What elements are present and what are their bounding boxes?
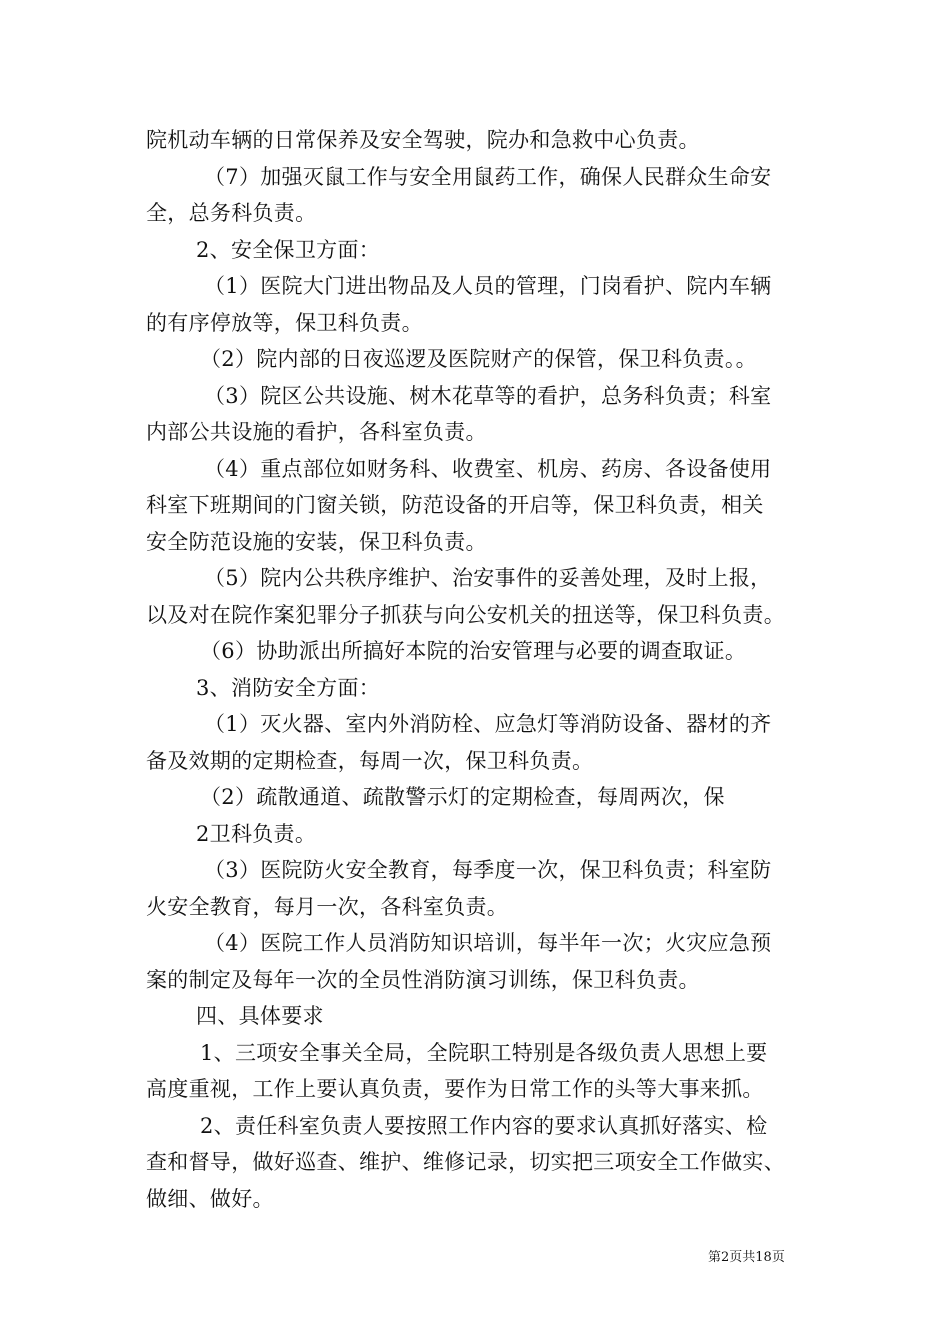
text-line: （3）医院防火安全教育，每季度一次，保卫科负责；科室防 <box>204 858 772 882</box>
text-line: （4）医院工作人员消防知识培训，每半年一次；火灾应急预 <box>204 931 772 955</box>
page-number: 第2页共18页 <box>708 1250 785 1265</box>
text-line: 火安全教育，每月一次，各科室负责。 <box>146 894 509 919</box>
text-line: 院机动车辆的日常保养及安全驾驶，院办和急救中心负责。 <box>146 128 700 152</box>
text-line: 的有序停放等，保卫科负责。 <box>146 310 423 335</box>
text-line: 2卫科负责。 <box>196 821 317 846</box>
text-line: 以及对在院作案犯罪分子抓获与向公安机关的扭送等，保卫科负责。 <box>146 602 785 627</box>
section-heading: 3、消防安全方面： <box>196 675 381 700</box>
text-line: 案的制定及每年一次的全员性消防演习训练，保卫科负责。 <box>146 967 700 992</box>
text-line: 备及效期的定期检查，每周一次，保卫科负责。 <box>146 748 594 773</box>
text-line: （5）院内公共秩序维护、治安事件的妥善处理，及时上报， <box>204 566 772 590</box>
section-heading: 2、安全保卫方面： <box>196 237 381 262</box>
text-line: （7）加强灭鼠工作与安全用鼠药工作，确保人民群众生命安 <box>204 164 772 189</box>
text-line: 高度重视，工作上要认真负责，要作为日常工作的头等大事来抓。 <box>146 1077 764 1101</box>
text-line: （4）重点部位如财务科、收费室、机房、药房、各设备使用 <box>204 456 772 481</box>
text-line: 全，总务科负责。 <box>146 201 317 225</box>
text-line: 安全防范设施的安装，保卫科负责。 <box>146 529 487 554</box>
text-line: （2）院内部的日夜巡逻及医院财产的保管，保卫科负责。。 <box>200 347 757 371</box>
text-line: 1、三项安全事关全局，全院职工特别是各级负责人思想上要 <box>200 1040 768 1065</box>
text-line: 科室下班期间的门窗关锁，防范设备的开启等，保卫科负责，相关 <box>146 493 764 517</box>
section-heading: 四、具体要求 <box>196 1004 324 1028</box>
text-line: 做细、做好。 <box>146 1186 274 1211</box>
text-line: （1）医院大门进出物品及人员的管理，门岗看护、院内车辆 <box>204 274 772 298</box>
text-line: （2）疏散通道、疏散警示灯的定期检查，每周两次，保 <box>200 785 725 809</box>
text-line: （3）院区公共设施、树木花草等的看护，总务科负责；科室 <box>204 383 772 408</box>
text-line: （6）协助派出所搞好本院的治安管理与必要的调查取证。 <box>200 639 747 663</box>
text-line: 查和督导，做好巡查、维护、维修记录，切实把三项安全工作做实、 <box>146 1150 785 1174</box>
text-line: （1）灭火器、室内外消防栓、应急灯等消防设备、器材的齐 <box>204 712 772 736</box>
text-line: 2、责任科室负责人要按照工作内容的要求认真抓好落实、检 <box>200 1113 768 1138</box>
text-line: 内部公共设施的看护，各科室负责。 <box>146 420 487 444</box>
